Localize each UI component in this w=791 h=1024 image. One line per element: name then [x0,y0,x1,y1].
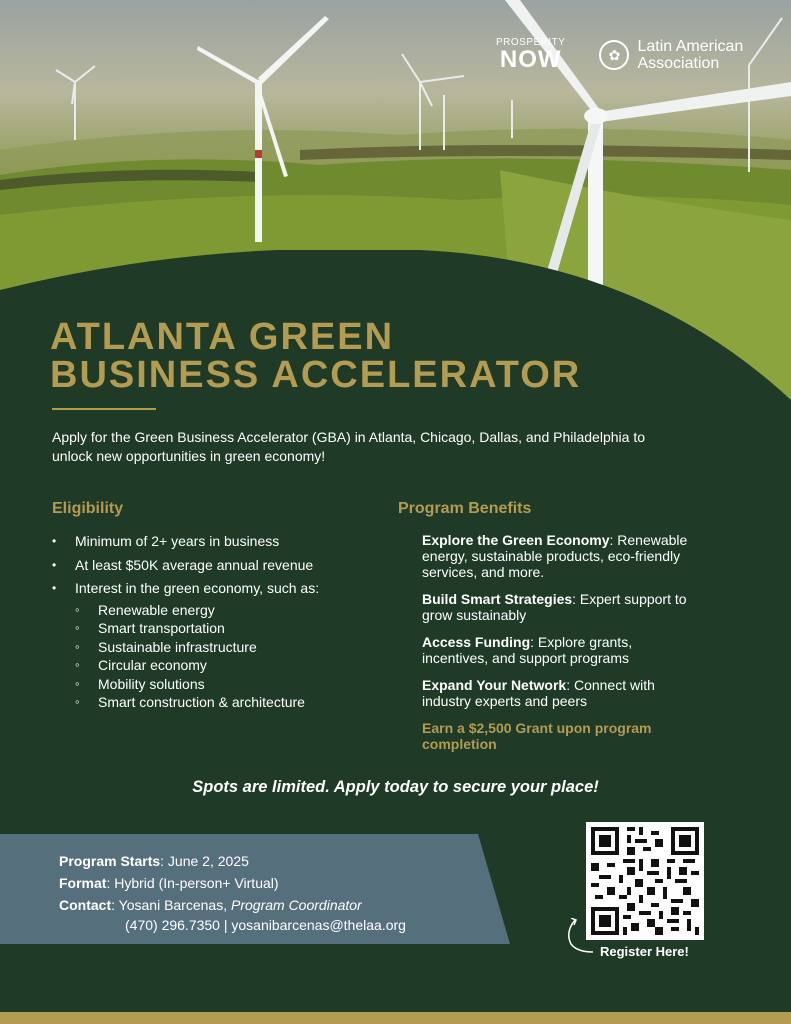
program-start-row [59,850,406,872]
benefit-title: Expand Your Network [422,677,567,693]
footer-bar [0,1012,791,1024]
now-text: NOW [499,46,562,73]
intro-text: Apply for the Green Business Accelerator (GBA) in Atlanta, Chicago, Dallas, and Philadelphia to unlock new opportunities in green economy! [52,429,645,464]
benefit-title: Explore the Green Economy [422,532,610,548]
title-line1: ATLANTA GREEN [50,316,395,358]
sublist-item: ◦ Mobility solutions [75,675,372,694]
curved-arrow-icon [565,918,595,958]
eligibility-item-text: Interest in the green economy, such as: [75,580,320,596]
contact-row [59,894,406,916]
contact-details[interactable]: (470) 296.7350 | yosanibarcenas@thelaa.org [125,917,406,933]
sublist-item: ◦ Smart construction & architecture [75,693,372,712]
eligibility-item: • Minimum of 2+ years in business [52,532,372,551]
call-to-action: Spots are limited. Apply today to secure your place! [192,778,599,796]
benefit-text: : Expert support to grow sustainably [422,591,687,623]
eligibility-item [52,579,372,712]
start-label: Program Starts [59,853,161,869]
benefit-text: : Explore grants, incentives, and support programs [422,634,633,666]
laa-name-line2: Association [637,55,720,72]
page-title [50,318,581,394]
laa-name-line1: Latin American [637,38,744,55]
contact-role: Program Coordinator [231,897,362,913]
benefit-title: Build Smart Strategies [422,591,573,607]
benefit-text: : Connect with industry experts and peers [422,677,655,709]
eligibility-item: • At least $50K average annual revenue [52,556,372,575]
contact-name: : Yosani Barcenas, [111,897,231,913]
sublist-item: ◦ Smart transportation [75,619,372,638]
register-qr-code[interactable] [586,822,704,940]
benefit-title: Access Funding [422,634,531,650]
format-label: Format [59,875,107,891]
contact-label: Contact [59,897,112,913]
start-value: : June 2, 2025 [160,853,249,869]
benefit-item [422,532,702,580]
grant-highlight: Earn a $2,500 Grant upon program completion [422,720,652,752]
prosperity-text: PROSPERITY [496,37,566,48]
eligibility-heading: Eligibility [52,500,124,517]
green-economy-sublist [75,601,372,712]
latin-american-association-logo [599,38,743,72]
benefit-text: : Renewable energy, sustainable products, eco-friendly services, and more. [422,532,688,580]
program-info [59,850,406,934]
title-divider [52,408,156,410]
sublist-item: ◦ Renewable energy [75,601,372,620]
globe-icon: ✿ [599,40,629,70]
eligibility-list [52,532,372,717]
sublist-item: ◦ Circular economy [75,656,372,675]
benefit-item [422,677,702,709]
title-line2: BUSINESS ACCELERATOR [50,354,582,396]
format-value: : Hybrid (In-person+ Virtual) [106,875,279,891]
benefits-list [422,532,702,752]
register-here-label[interactable]: Register Here! [600,944,689,959]
sublist-item: ◦ Sustainable infrastructure [75,638,372,657]
partner-logos [496,38,743,72]
benefit-item [422,591,702,623]
benefits-heading: Program Benefits [398,500,532,517]
qr-code-graphic [591,827,699,935]
format-row [59,872,406,894]
benefit-item [422,634,702,666]
prosperity-now-logo [496,38,565,72]
